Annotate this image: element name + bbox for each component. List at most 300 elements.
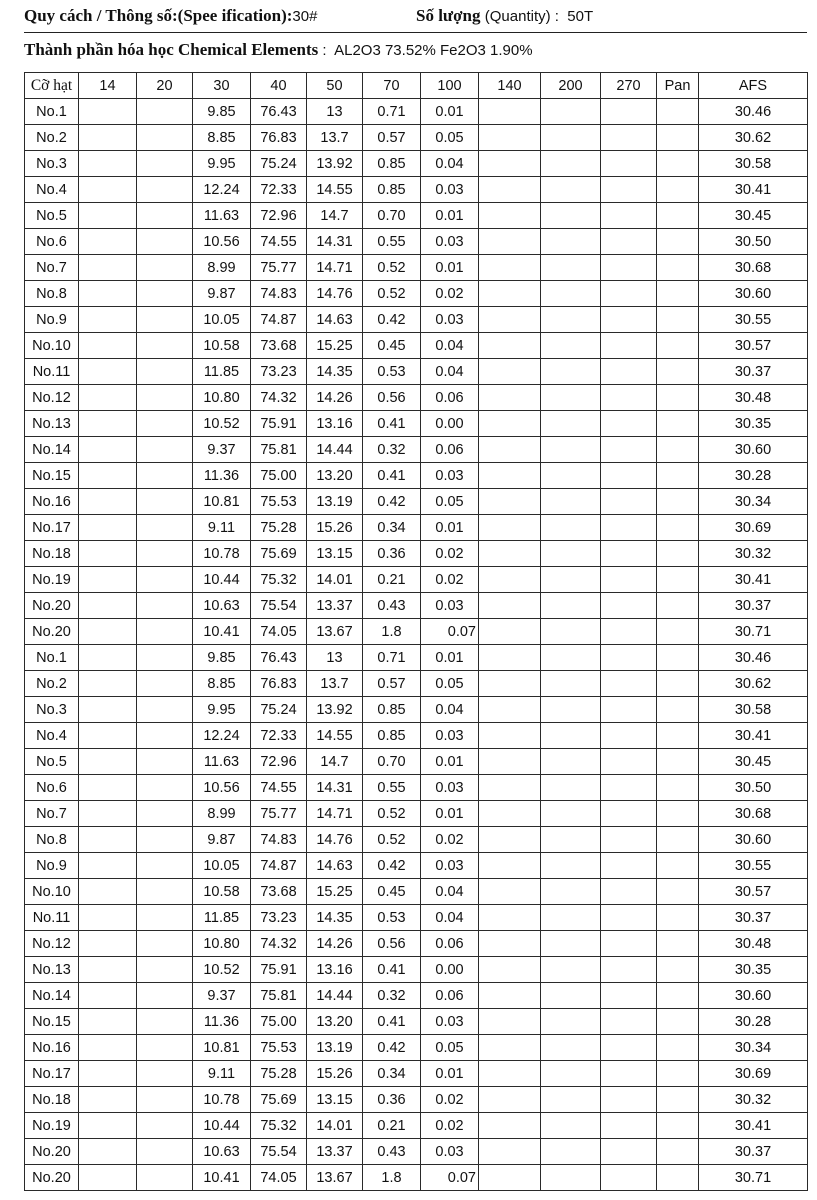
table-cell	[601, 931, 657, 957]
table-cell: 30.60	[699, 983, 808, 1009]
table-row	[25, 541, 808, 567]
row-label-cell: No.10	[25, 879, 79, 905]
table-cell	[657, 723, 699, 749]
table-cell: 0.02	[421, 567, 479, 593]
row-label-cell: No.11	[25, 359, 79, 385]
table-cell: 30.37	[699, 593, 808, 619]
table-cell	[657, 411, 699, 437]
table-cell: 0.04	[421, 333, 479, 359]
row-label-cell: No.20	[25, 1139, 79, 1165]
table-cell	[79, 931, 137, 957]
table-cell: 0.70	[363, 749, 421, 775]
table-cell: 10.52	[193, 411, 251, 437]
table-cell	[479, 853, 541, 879]
table-row	[25, 1087, 808, 1113]
row-label-cell: No.1	[25, 645, 79, 671]
table-cell	[479, 151, 541, 177]
row-label-cell: No.19	[25, 1113, 79, 1139]
table-cell: 0.06	[421, 385, 479, 411]
table-cell	[657, 541, 699, 567]
table-cell	[541, 1113, 601, 1139]
table-cell	[601, 437, 657, 463]
table-cell	[137, 463, 193, 489]
table-cell	[137, 1139, 193, 1165]
table-cell: 30.60	[699, 281, 808, 307]
table-cell	[79, 1087, 137, 1113]
table-cell: 14.63	[307, 307, 363, 333]
row-label-cell: No.1	[25, 99, 79, 125]
table-row	[25, 1009, 808, 1035]
table-cell	[601, 489, 657, 515]
quantity-value: 50T	[567, 8, 594, 25]
table-cell	[541, 983, 601, 1009]
table-cell: 8.99	[193, 801, 251, 827]
table-cell: 75.81	[251, 437, 307, 463]
table-cell: 13.67	[307, 1165, 363, 1191]
table-cell: 14.31	[307, 229, 363, 255]
table-cell	[657, 1009, 699, 1035]
table-cell	[601, 749, 657, 775]
table-cell: 10.41	[193, 619, 251, 645]
table-cell	[657, 957, 699, 983]
table-row	[25, 437, 808, 463]
table-cell	[657, 307, 699, 333]
table-cell	[601, 385, 657, 411]
table-cell	[657, 879, 699, 905]
table-row	[25, 567, 808, 593]
table-cell: 74.83	[251, 827, 307, 853]
table-cell: 0.21	[363, 567, 421, 593]
table-cell: 75.54	[251, 593, 307, 619]
table-cell: 30.68	[699, 255, 808, 281]
table-cell: 30.35	[699, 411, 808, 437]
table-cell: 0.07	[421, 1165, 479, 1191]
chemical-elements-line: Thành phần hóa học Chemical Elements : AL2O3 73.52% Fe2O3 1.90%	[24, 40, 533, 59]
table-cell: 14.71	[307, 801, 363, 827]
table-cell: 9.87	[193, 827, 251, 853]
table-cell	[657, 645, 699, 671]
table-cell	[479, 593, 541, 619]
table-row	[25, 983, 808, 1009]
table-cell	[479, 1165, 541, 1191]
table-cell: 0.02	[421, 1113, 479, 1139]
table-cell: 0.06	[421, 931, 479, 957]
table-cell: 14.26	[307, 931, 363, 957]
table-cell	[137, 385, 193, 411]
table-row	[25, 879, 808, 905]
table-cell	[137, 671, 193, 697]
table-cell: 14.71	[307, 255, 363, 281]
table-cell: 0.36	[363, 1087, 421, 1113]
table-cell	[601, 593, 657, 619]
table-cell: 13.20	[307, 463, 363, 489]
table-cell	[479, 957, 541, 983]
table-cell	[657, 1035, 699, 1061]
table-cell	[601, 567, 657, 593]
table-cell: 0.32	[363, 437, 421, 463]
table-cell: 75.28	[251, 515, 307, 541]
table-cell	[541, 541, 601, 567]
table-cell	[479, 671, 541, 697]
table-cell: 9.11	[193, 515, 251, 541]
table-cell: 0.02	[421, 541, 479, 567]
table-cell	[479, 827, 541, 853]
table-cell	[601, 151, 657, 177]
table-cell	[479, 203, 541, 229]
table-cell	[479, 1113, 541, 1139]
table-cell	[137, 1061, 193, 1087]
table-cell: 15.25	[307, 333, 363, 359]
row-label-cell: No.20	[25, 593, 79, 619]
table-cell	[79, 515, 137, 541]
table-cell: 10.80	[193, 385, 251, 411]
table-row	[25, 645, 808, 671]
table-cell: 30.62	[699, 671, 808, 697]
quantity-label: Số lượng	[416, 6, 481, 25]
table-cell	[79, 385, 137, 411]
table-cell	[657, 99, 699, 125]
table-cell	[601, 541, 657, 567]
table-cell: 8.99	[193, 255, 251, 281]
table-cell	[541, 1061, 601, 1087]
row-label-cell: No.17	[25, 1061, 79, 1087]
table-cell: 13.92	[307, 697, 363, 723]
table-cell: 0.53	[363, 359, 421, 385]
table-cell: 15.25	[307, 879, 363, 905]
column-header: Pan	[657, 73, 699, 99]
table-cell: 9.85	[193, 645, 251, 671]
table-cell	[479, 177, 541, 203]
table-cell: 0.32	[363, 983, 421, 1009]
table-cell: 76.83	[251, 671, 307, 697]
table-cell: 0.42	[363, 1035, 421, 1061]
table-cell: 13.19	[307, 1035, 363, 1061]
row-label-cell: No.5	[25, 749, 79, 775]
table-cell	[137, 229, 193, 255]
table-cell: 30.57	[699, 333, 808, 359]
table-cell	[479, 1139, 541, 1165]
table-cell: 13.19	[307, 489, 363, 515]
table-cell: 0.53	[363, 905, 421, 931]
table-cell: 74.55	[251, 775, 307, 801]
column-header: AFS	[699, 73, 808, 99]
table-cell	[601, 619, 657, 645]
table-cell	[601, 1113, 657, 1139]
table-cell: 14.76	[307, 827, 363, 853]
table-cell: 0.06	[421, 983, 479, 1009]
table-cell: 30.71	[699, 619, 808, 645]
table-cell	[137, 983, 193, 1009]
table-cell	[79, 463, 137, 489]
table-cell: 8.85	[193, 671, 251, 697]
table-row	[25, 593, 808, 619]
table-cell	[541, 99, 601, 125]
table-cell	[79, 775, 137, 801]
table-cell	[541, 411, 601, 437]
table-cell	[79, 593, 137, 619]
table-cell: 0.57	[363, 125, 421, 151]
table-cell	[479, 411, 541, 437]
column-header: 140	[479, 73, 541, 99]
sieve-analysis-table	[24, 72, 808, 1191]
table-cell	[79, 879, 137, 905]
table-cell	[657, 125, 699, 151]
row-label-cell: No.6	[25, 775, 79, 801]
table-cell: 15.26	[307, 515, 363, 541]
table-cell	[79, 307, 137, 333]
table-cell	[601, 515, 657, 541]
table-cell	[657, 905, 699, 931]
table-cell: 0.01	[421, 515, 479, 541]
table-cell: 14.44	[307, 983, 363, 1009]
table-cell: 13.67	[307, 619, 363, 645]
table-row	[25, 1035, 808, 1061]
table-cell	[541, 957, 601, 983]
table-cell	[601, 957, 657, 983]
table-cell	[657, 333, 699, 359]
table-cell	[601, 1061, 657, 1087]
table-cell	[79, 437, 137, 463]
table-row	[25, 775, 808, 801]
table-cell: 0.01	[421, 801, 479, 827]
row-label-cell: No.11	[25, 905, 79, 931]
row-label-cell: No.20	[25, 619, 79, 645]
table-cell	[541, 307, 601, 333]
table-cell	[541, 697, 601, 723]
table-cell	[79, 1061, 137, 1087]
table-cell	[137, 1165, 193, 1191]
table-cell	[479, 1035, 541, 1061]
table-cell: 30.35	[699, 957, 808, 983]
table-cell: 30.34	[699, 1035, 808, 1061]
table-cell	[479, 749, 541, 775]
table-cell	[79, 957, 137, 983]
table-cell: 0.41	[363, 1009, 421, 1035]
table-cell	[137, 359, 193, 385]
table-cell	[479, 541, 541, 567]
table-cell: 14.7	[307, 749, 363, 775]
table-cell: 11.36	[193, 1009, 251, 1035]
table-cell: 30.34	[699, 489, 808, 515]
table-cell: 9.37	[193, 437, 251, 463]
table-cell	[79, 1113, 137, 1139]
row-label-cell: No.17	[25, 515, 79, 541]
table-row	[25, 619, 808, 645]
table-cell	[79, 905, 137, 931]
table-cell: 30.41	[699, 567, 808, 593]
table-cell	[479, 437, 541, 463]
table-cell	[601, 125, 657, 151]
table-cell	[657, 853, 699, 879]
table-row	[25, 281, 808, 307]
table-cell: 30.46	[699, 99, 808, 125]
table-cell	[541, 151, 601, 177]
table-cell: 0.21	[363, 1113, 421, 1139]
table-cell: 30.41	[699, 177, 808, 203]
table-cell: 75.77	[251, 801, 307, 827]
table-cell	[541, 905, 601, 931]
table-row	[25, 489, 808, 515]
column-header: 200	[541, 73, 601, 99]
table-cell: 0.03	[421, 1009, 479, 1035]
table-cell: 14.01	[307, 567, 363, 593]
table-cell: 11.36	[193, 463, 251, 489]
table-cell	[479, 801, 541, 827]
table-cell	[601, 307, 657, 333]
table-cell: 76.43	[251, 645, 307, 671]
table-cell: 72.96	[251, 749, 307, 775]
table-cell	[479, 1061, 541, 1087]
column-header: 30	[193, 73, 251, 99]
table-cell: 75.32	[251, 567, 307, 593]
row-label-cell: No.9	[25, 853, 79, 879]
table-cell	[79, 1165, 137, 1191]
table-row	[25, 671, 808, 697]
table-cell: 0.56	[363, 385, 421, 411]
table-cell: 13.20	[307, 1009, 363, 1035]
table-cell: 10.81	[193, 1035, 251, 1061]
table-cell: 14.35	[307, 359, 363, 385]
table-cell: 0.01	[421, 255, 479, 281]
quantity-line: Số lượng (Quantity) : 50T	[416, 6, 594, 25]
table-cell: 30.58	[699, 697, 808, 723]
table-cell	[79, 1035, 137, 1061]
table-cell: 0.52	[363, 255, 421, 281]
table-cell: 14.63	[307, 853, 363, 879]
table-cell: 0.03	[421, 229, 479, 255]
table-cell	[601, 905, 657, 931]
table-cell: 30.62	[699, 125, 808, 151]
table-cell: 13.16	[307, 411, 363, 437]
table-cell: 73.23	[251, 905, 307, 931]
table-row	[25, 125, 808, 151]
table-cell	[657, 593, 699, 619]
table-cell	[479, 619, 541, 645]
table-cell	[137, 645, 193, 671]
table-cell	[479, 333, 541, 359]
table-cell: 0.04	[421, 697, 479, 723]
table-cell	[657, 1087, 699, 1113]
table-cell	[541, 1139, 601, 1165]
row-label-cell: No.9	[25, 307, 79, 333]
table-cell: 30.45	[699, 749, 808, 775]
table-cell	[479, 1087, 541, 1113]
table-cell: 75.54	[251, 1139, 307, 1165]
table-row	[25, 203, 808, 229]
table-cell	[137, 905, 193, 931]
table-cell	[541, 463, 601, 489]
table-cell	[601, 255, 657, 281]
table-cell: 30.57	[699, 879, 808, 905]
table-cell: 75.00	[251, 1009, 307, 1035]
table-cell	[541, 749, 601, 775]
table-cell	[137, 541, 193, 567]
spec-value: 30#	[292, 8, 318, 25]
table-cell: 14.55	[307, 723, 363, 749]
table-cell: 0.05	[421, 1035, 479, 1061]
table-cell: 30.37	[699, 905, 808, 931]
table-cell	[479, 879, 541, 905]
table-cell	[79, 489, 137, 515]
table-cell: 10.52	[193, 957, 251, 983]
table-cell: 72.33	[251, 723, 307, 749]
table-cell	[601, 697, 657, 723]
table-cell	[657, 1061, 699, 1087]
table-cell: 0.41	[363, 463, 421, 489]
table-cell	[137, 567, 193, 593]
table-cell: 0.01	[421, 645, 479, 671]
table-cell: 30.50	[699, 775, 808, 801]
table-cell	[657, 697, 699, 723]
table-cell: 0.41	[363, 957, 421, 983]
table-body	[25, 99, 808, 1191]
table-cell: 76.83	[251, 125, 307, 151]
table-cell: 74.87	[251, 307, 307, 333]
table-cell: 9.11	[193, 1061, 251, 1087]
table-cell: 0.43	[363, 593, 421, 619]
row-label-cell: No.20	[25, 1165, 79, 1191]
table-cell: 30.69	[699, 515, 808, 541]
table-cell	[479, 567, 541, 593]
table-cell	[541, 203, 601, 229]
table-cell: 73.68	[251, 333, 307, 359]
table-cell	[541, 879, 601, 905]
table-cell	[137, 307, 193, 333]
column-header: 100	[421, 73, 479, 99]
table-cell: 0.01	[421, 1061, 479, 1087]
table-cell: 75.81	[251, 983, 307, 1009]
row-label-cell: No.10	[25, 333, 79, 359]
table-cell: 10.80	[193, 931, 251, 957]
table-cell	[137, 827, 193, 853]
table-cell	[479, 359, 541, 385]
table-cell: 75.53	[251, 1035, 307, 1061]
table-cell: 12.24	[193, 723, 251, 749]
table-cell: 13	[307, 645, 363, 671]
table-cell	[657, 151, 699, 177]
table-cell: 14.26	[307, 385, 363, 411]
table-cell: 30.60	[699, 827, 808, 853]
table-cell: 30.32	[699, 1087, 808, 1113]
table-cell: 30.28	[699, 463, 808, 489]
table-cell	[541, 125, 601, 151]
table-cell: 0.42	[363, 853, 421, 879]
table-cell	[137, 1087, 193, 1113]
table-cell	[79, 983, 137, 1009]
table-cell	[137, 203, 193, 229]
row-label-cell: No.12	[25, 385, 79, 411]
table-cell	[541, 775, 601, 801]
column-header: Cỡ hạt	[25, 73, 79, 99]
table-cell	[137, 931, 193, 957]
table-cell: 13.15	[307, 1087, 363, 1113]
row-label-cell: No.4	[25, 723, 79, 749]
table-cell	[657, 931, 699, 957]
table-cell	[657, 827, 699, 853]
table-cell	[657, 1113, 699, 1139]
table-cell: 0.55	[363, 229, 421, 255]
table-cell: 30.48	[699, 931, 808, 957]
table-cell	[137, 593, 193, 619]
table-cell: 0.07	[421, 619, 479, 645]
table-cell: 13.7	[307, 671, 363, 697]
table-cell	[541, 1035, 601, 1061]
table-cell: 30.32	[699, 541, 808, 567]
table-cell	[541, 827, 601, 853]
table-cell	[79, 333, 137, 359]
table-cell	[79, 411, 137, 437]
table-row	[25, 151, 808, 177]
